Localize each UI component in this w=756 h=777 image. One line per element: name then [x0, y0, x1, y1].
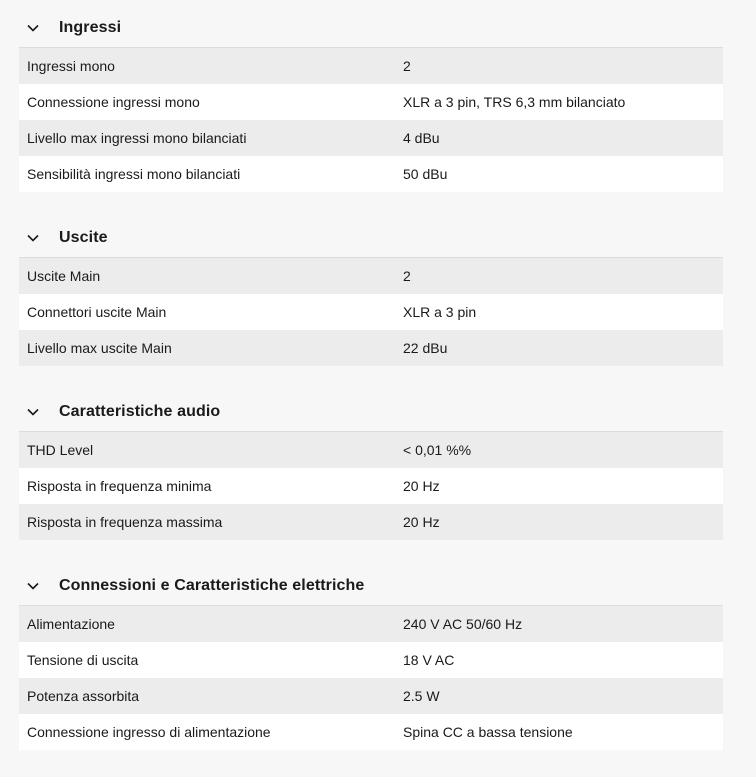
spec-value: 20 Hz — [403, 514, 440, 530]
chevron-down-icon — [21, 226, 45, 250]
section-header-caratteristiche-audio[interactable] — [19, 393, 723, 432]
spec-value: 2.5 W — [403, 688, 440, 704]
spec-value: 50 dBu — [403, 166, 448, 182]
section-title: Uscite — [59, 229, 108, 246]
spec-label: Risposta in frequenza massima — [27, 514, 223, 530]
spec-value: 20 Hz — [403, 478, 440, 494]
spec-label: Ingressi mono — [27, 58, 115, 74]
spec-label: Risposta in frequenza minima — [27, 478, 212, 494]
section-header-ingressi[interactable] — [19, 9, 723, 48]
spec-row — [19, 258, 723, 294]
spec-row — [19, 156, 723, 192]
section-ingressi — [19, 9, 723, 192]
spec-row — [19, 642, 723, 678]
section-uscite — [19, 219, 723, 366]
spec-value: XLR a 3 pin, TRS 6,3 mm bilanciato — [403, 94, 626, 110]
chevron-down-icon — [21, 574, 45, 598]
spec-row — [19, 504, 723, 540]
spec-value: 2 — [403, 268, 411, 284]
spec-row — [19, 48, 723, 84]
spec-label: Alimentazione — [27, 616, 115, 632]
spec-value: 22 dBu — [403, 340, 448, 356]
spec-label: THD Level — [27, 442, 94, 458]
spec-row — [19, 678, 723, 714]
spec-value: 18 V AC — [403, 652, 455, 668]
section-header-uscite[interactable] — [19, 219, 723, 258]
spec-value: Spina CC a bassa tensione — [403, 724, 573, 740]
spec-label: Livello max ingressi mono bilanciati — [27, 130, 247, 146]
spec-row — [19, 714, 723, 750]
spec-label: Connessione ingressi mono — [27, 94, 200, 110]
spec-value: 4 dBu — [403, 130, 440, 146]
spec-label: Tensione di uscita — [27, 652, 139, 668]
spec-row — [19, 330, 723, 366]
spec-label: Sensibilità ingressi mono bilanciati — [27, 166, 241, 182]
spec-row — [19, 84, 723, 120]
section-connessioni-elettriche — [19, 567, 723, 750]
chevron-down-icon — [21, 16, 45, 40]
spec-row — [19, 432, 723, 468]
spec-value: < 0,01 %% — [403, 442, 472, 458]
spec-value: 240 V AC 50/60 Hz — [403, 616, 523, 632]
spec-label: Potenza assorbita — [27, 688, 140, 704]
spec-label: Connessione ingresso di alimentazione — [27, 724, 271, 740]
spec-row — [19, 294, 723, 330]
section-caratteristiche-audio — [19, 393, 723, 540]
specs-panel — [19, 9, 723, 777]
spec-row — [19, 468, 723, 504]
spec-label: Connettori uscite Main — [27, 304, 167, 320]
spec-label: Uscite Main — [27, 268, 101, 284]
section-title: Connessioni e Caratteristiche elettriche — [59, 577, 365, 594]
chevron-down-icon — [21, 400, 45, 424]
spec-value: XLR a 3 pin — [403, 304, 477, 320]
section-title: Ingressi — [59, 19, 122, 36]
spec-value: 2 — [403, 58, 411, 74]
spec-row — [19, 120, 723, 156]
section-title: Caratteristiche audio — [59, 403, 221, 420]
spec-row — [19, 606, 723, 642]
spec-label: Livello max uscite Main — [27, 340, 172, 356]
section-header-connessioni-elettriche[interactable] — [19, 567, 723, 606]
